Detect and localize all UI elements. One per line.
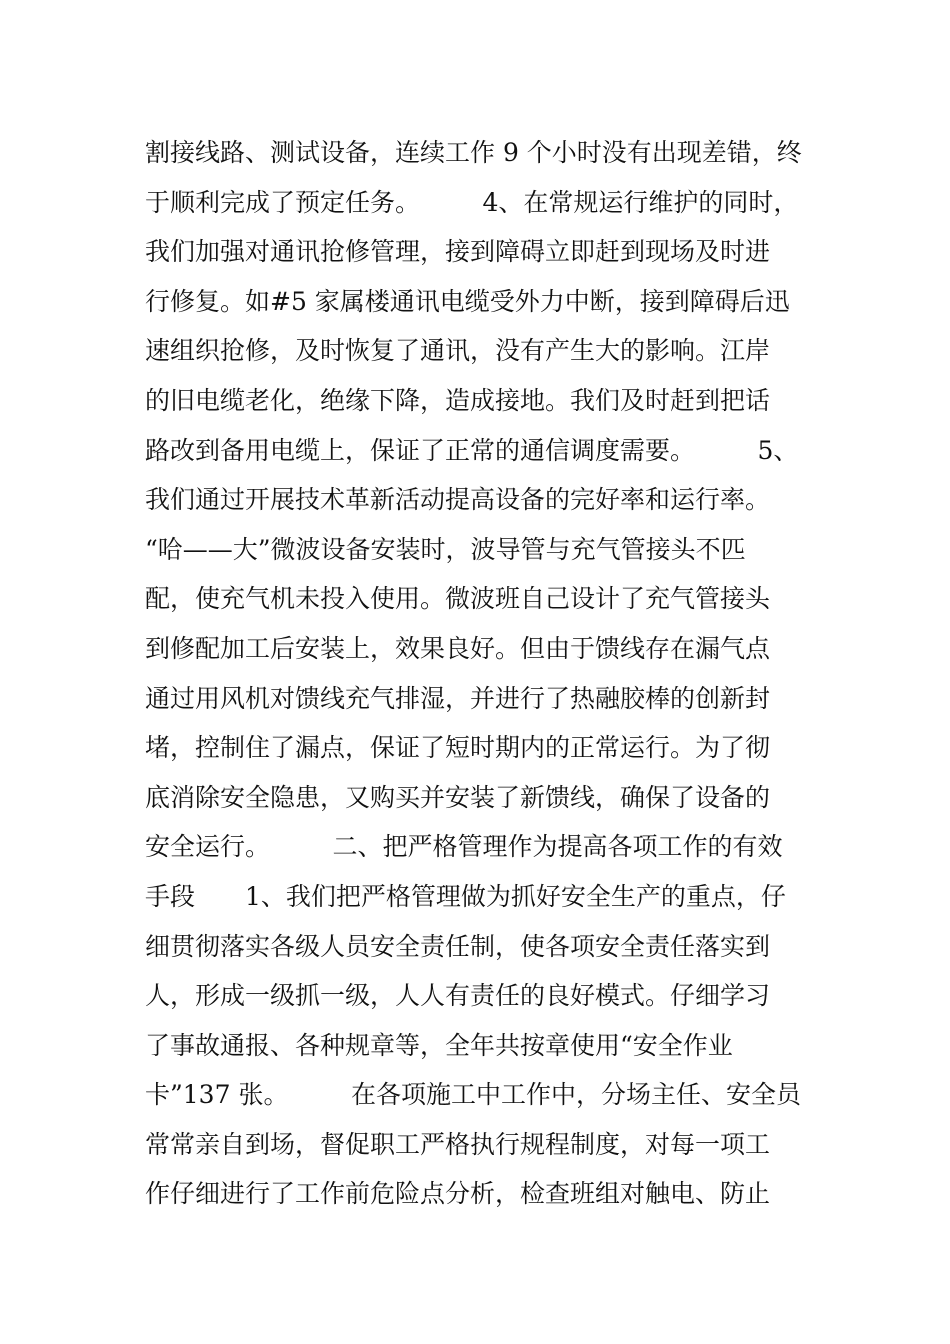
text-line: 了事故通报、各种规章等，全年共按章使用“安全作业 xyxy=(145,1030,733,1060)
text-line: 割接线路、测试设备，连续工作 9 个小时没有出现差错，终 xyxy=(145,138,802,167)
text-line: 通过用风机对馈线充气排湿，并进行了热融胶棒的创新封 xyxy=(145,683,771,713)
text-line: 底消除安全隐患，又购买并安装了新馈线，确保了设备的 xyxy=(145,782,771,812)
text-line: 的旧电缆老化，绝缘下降，造成接地。我们及时赶到把话 xyxy=(145,385,771,415)
text-line: “哈——大”微波设备安装时，波导管与充气管接头不匹 xyxy=(145,534,746,564)
text-line: 人，形成一级抓一级，人人有责任的良好模式。仔细学习 xyxy=(145,981,771,1011)
text-line: 路改到备用电缆上，保证了正常的通信调度需要。 5、 xyxy=(145,435,799,465)
text-line: 我们通过开展技术革新活动提高设备的完好率和运行率。 xyxy=(145,485,771,515)
text-line: 于顺利完成了预定任务。 4、在常规运行维护的同时， xyxy=(145,187,799,217)
text-line: 速组织抢修，及时恢复了通讯，没有产生大的影响。江岸 xyxy=(145,336,771,366)
text-line: 我们加强对通讯抢修管理，接到障碍立即赶到现场及时进 xyxy=(145,237,771,267)
text-line: 行修复。如#5 家属楼通讯电缆受外力中断，接到障碍后迅 xyxy=(145,286,790,316)
text-line: 到修配加工后安装上，效果良好。但由于馈线存在漏气点 xyxy=(145,633,771,663)
text-line: 安全运行。 二、把严格管理作为提高各项工作的有效 xyxy=(145,832,783,862)
text-line: 细贯彻落实各级人员安全责任制，使各项安全责任落实到 xyxy=(145,931,771,961)
document-body xyxy=(145,128,815,1219)
text-line: 配，使充气机未投入使用。微波班自己设计了充气管接头 xyxy=(145,584,771,614)
text-line: 手段 1、我们把严格管理做为抓好安全生产的重点，仔 xyxy=(145,881,786,911)
text-line: 常常亲自到场，督促职工严格执行规程制度，对每一项工 xyxy=(145,1129,771,1159)
text-line: 卡”137 张。 在各项施工中工作中，分场主任、安全员 xyxy=(145,1080,801,1110)
text-line: 堵，控制住了漏点，保证了短时期内的正常运行。为了彻 xyxy=(145,733,771,763)
text-line: 作仔细进行了工作前危险点分析，检查班组对触电、防止 xyxy=(145,1179,771,1209)
